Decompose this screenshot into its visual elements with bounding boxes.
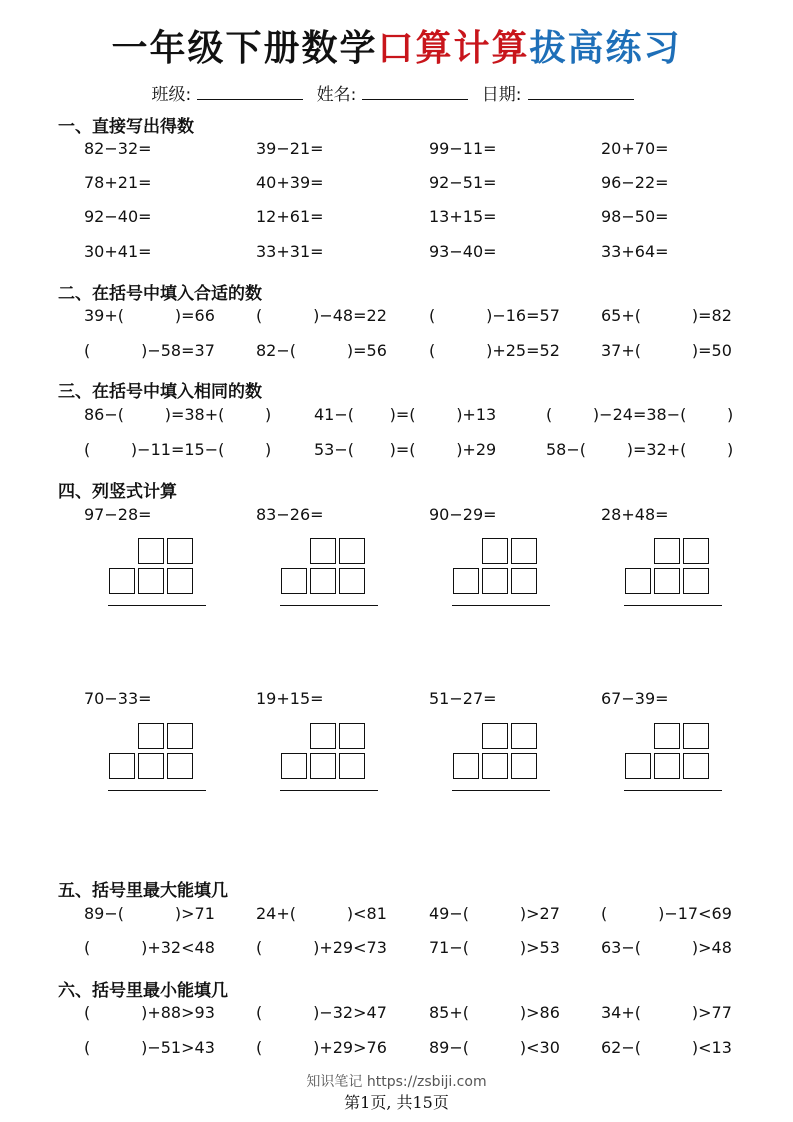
title-part-3: 拔高练习: [529, 28, 682, 69]
answer-box[interactable]: [482, 568, 508, 594]
problem: ( )+32<48: [84, 938, 215, 957]
section-4-title: 四、列竖式计算: [58, 482, 177, 502]
name-label: 姓名:: [316, 85, 357, 105]
problem: 90−29=: [429, 505, 497, 524]
problem: 33+31=: [256, 242, 324, 261]
problem: ( )−24=38−( ): [546, 405, 734, 424]
section-1-title: 一、直接写出得数: [58, 117, 194, 137]
answer-box[interactable]: [511, 753, 537, 779]
section-3-row-2: [84, 440, 744, 464]
section-2-title: 二、在括号中填入合适的数: [58, 284, 262, 304]
problem: ( )+29>76: [256, 1038, 387, 1057]
problem: 97−28=: [84, 505, 152, 524]
problem: 39+( )=66: [84, 306, 215, 325]
section-4-row-2: [84, 689, 744, 713]
problem: 53−( )=( )+29: [314, 440, 497, 459]
problem: 40+39=: [256, 173, 324, 192]
problem: 62−( )<13: [601, 1038, 732, 1057]
problem: ( )−17<69: [601, 904, 732, 923]
answer-box[interactable]: [339, 723, 365, 749]
answer-box[interactable]: [511, 568, 537, 594]
problem: ( )+25=52: [429, 341, 560, 360]
problem: 99−11=: [429, 139, 497, 158]
problem: 86−( )=38+( ): [84, 405, 272, 424]
answer-box[interactable]: [683, 753, 709, 779]
problem: 67−39=: [601, 689, 669, 708]
problem: 85+( )>86: [429, 1003, 560, 1022]
section-5-title: 五、括号里最大能填几: [58, 881, 228, 901]
section-5-row-2: [84, 938, 744, 962]
problem: 65+( )=82: [601, 306, 732, 325]
problem: 49−( )>27: [429, 904, 560, 923]
date-blank[interactable]: [528, 85, 634, 100]
answer-box[interactable]: [281, 568, 307, 594]
problem: 51−27=: [429, 689, 497, 708]
problem: 28+48=: [601, 505, 669, 524]
answer-box[interactable]: [482, 723, 508, 749]
answer-box[interactable]: [453, 568, 479, 594]
section-6-row-1: [84, 1003, 744, 1027]
problem: 92−51=: [429, 173, 497, 192]
problem: 89−( )<30: [429, 1038, 560, 1057]
problem: 19+15=: [256, 689, 324, 708]
vertical-calc-boxes: [624, 538, 724, 618]
problem: ( )−32>47: [256, 1003, 387, 1022]
problem: ( )−51>43: [84, 1038, 215, 1057]
answer-box[interactable]: [167, 538, 193, 564]
problem: ( )−48=22: [256, 306, 387, 325]
problem: 41−( )=( )+13: [314, 405, 497, 424]
problem: ( )+88>93: [84, 1003, 215, 1022]
answer-box[interactable]: [138, 568, 164, 594]
section-2-row-1: [84, 306, 744, 330]
problem: 83−26=: [256, 505, 324, 524]
answer-box[interactable]: [310, 753, 336, 779]
answer-box[interactable]: [482, 538, 508, 564]
calc-underline: [452, 790, 550, 791]
section-6-row-2: [84, 1038, 744, 1062]
problem: 20+70=: [601, 139, 669, 158]
vertical-calc-boxes: [452, 538, 552, 618]
answer-box[interactable]: [138, 723, 164, 749]
problem: 89−( )>71: [84, 904, 215, 923]
section-5-row-1: [84, 904, 744, 928]
section-3-row-1: [84, 405, 744, 429]
page-number: 第1页, 共15页: [344, 1093, 449, 1112]
calc-underline: [624, 790, 722, 791]
calc-underline: [280, 790, 378, 791]
answer-box[interactable]: [167, 753, 193, 779]
section-6-title: 六、括号里最小能填几: [58, 981, 228, 1001]
section-2-row-2: [84, 341, 744, 365]
problem: 33+64=: [601, 242, 669, 261]
section-1-row-1: [84, 139, 744, 163]
problem: 96−22=: [601, 173, 669, 192]
answer-box[interactable]: [482, 753, 508, 779]
vertical-calc-boxes: [108, 723, 208, 803]
answer-box[interactable]: [654, 568, 680, 594]
problem: 70−33=: [84, 689, 152, 708]
class-blank[interactable]: [197, 85, 303, 100]
class-label: 班级:: [151, 85, 192, 105]
problem: ( )+29<73: [256, 938, 387, 957]
answer-box[interactable]: [310, 723, 336, 749]
answer-box[interactable]: [339, 538, 365, 564]
vertical-calc-boxes: [280, 723, 380, 803]
problem: ( )−58=37: [84, 341, 215, 360]
answer-box[interactable]: [683, 538, 709, 564]
answer-box[interactable]: [281, 753, 307, 779]
answer-box[interactable]: [654, 538, 680, 564]
section-3-title: 三、在括号中填入相同的数: [58, 382, 262, 402]
problem: 30+41=: [84, 242, 152, 261]
answer-box[interactable]: [339, 753, 365, 779]
answer-box[interactable]: [511, 723, 537, 749]
date-label: 日期:: [481, 85, 522, 105]
vertical-calc-boxes: [624, 723, 724, 803]
answer-box[interactable]: [683, 568, 709, 594]
answer-box[interactable]: [138, 753, 164, 779]
title-part-1: 一年级下册数学: [111, 28, 378, 69]
problem: 93−40=: [429, 242, 497, 261]
answer-box[interactable]: [625, 568, 651, 594]
problem: 39−21=: [256, 139, 324, 158]
section-1-row-4: [84, 242, 744, 266]
problem: 63−( )>48: [601, 938, 732, 957]
answer-box[interactable]: [654, 753, 680, 779]
answer-box[interactable]: [453, 753, 479, 779]
title-part-2: 口算计算: [377, 28, 530, 69]
problem: ( )−16=57: [429, 306, 560, 325]
problem: 58−( )=32+( ): [546, 440, 734, 459]
answer-box[interactable]: [654, 723, 680, 749]
vertical-calc-boxes: [452, 723, 552, 803]
section-1-row-2: [84, 173, 744, 197]
answer-box[interactable]: [511, 538, 537, 564]
problem: 82−32=: [84, 139, 152, 158]
problem: 98−50=: [601, 207, 669, 226]
answer-box[interactable]: [683, 723, 709, 749]
page-title: [0, 20, 793, 71]
problem: 78+21=: [84, 173, 152, 192]
student-info: [0, 80, 793, 105]
answer-box[interactable]: [167, 568, 193, 594]
calc-underline: [452, 605, 550, 606]
problem: 13+15=: [429, 207, 497, 226]
answer-box[interactable]: [167, 723, 193, 749]
answer-box[interactable]: [625, 753, 651, 779]
answer-box[interactable]: [310, 538, 336, 564]
answer-box[interactable]: [109, 568, 135, 594]
answer-box[interactable]: [109, 753, 135, 779]
answer-box[interactable]: [339, 568, 365, 594]
section-4-row-1: [84, 505, 744, 529]
calc-underline: [108, 605, 206, 606]
section-1-row-3: [84, 207, 744, 231]
calc-underline: [108, 790, 206, 791]
calc-underline: [280, 605, 378, 606]
answer-box[interactable]: [310, 568, 336, 594]
watermark-link[interactable]: 知识笔记 https://zsbiji.com: [306, 1074, 487, 1090]
problem: 92−40=: [84, 207, 152, 226]
answer-box[interactable]: [138, 538, 164, 564]
calc-underline: [624, 605, 722, 606]
problem: 34+( )>77: [601, 1003, 732, 1022]
vertical-calc-boxes: [280, 538, 380, 618]
problem: 71−( )>53: [429, 938, 560, 957]
vertical-calc-boxes: [108, 538, 208, 618]
problem: 37+( )=50: [601, 341, 732, 360]
problem: ( )−11=15−( ): [84, 440, 272, 459]
problem: 12+61=: [256, 207, 324, 226]
problem: 24+( )<81: [256, 904, 387, 923]
name-blank[interactable]: [362, 85, 468, 100]
problem: 82−( )=56: [256, 341, 387, 360]
